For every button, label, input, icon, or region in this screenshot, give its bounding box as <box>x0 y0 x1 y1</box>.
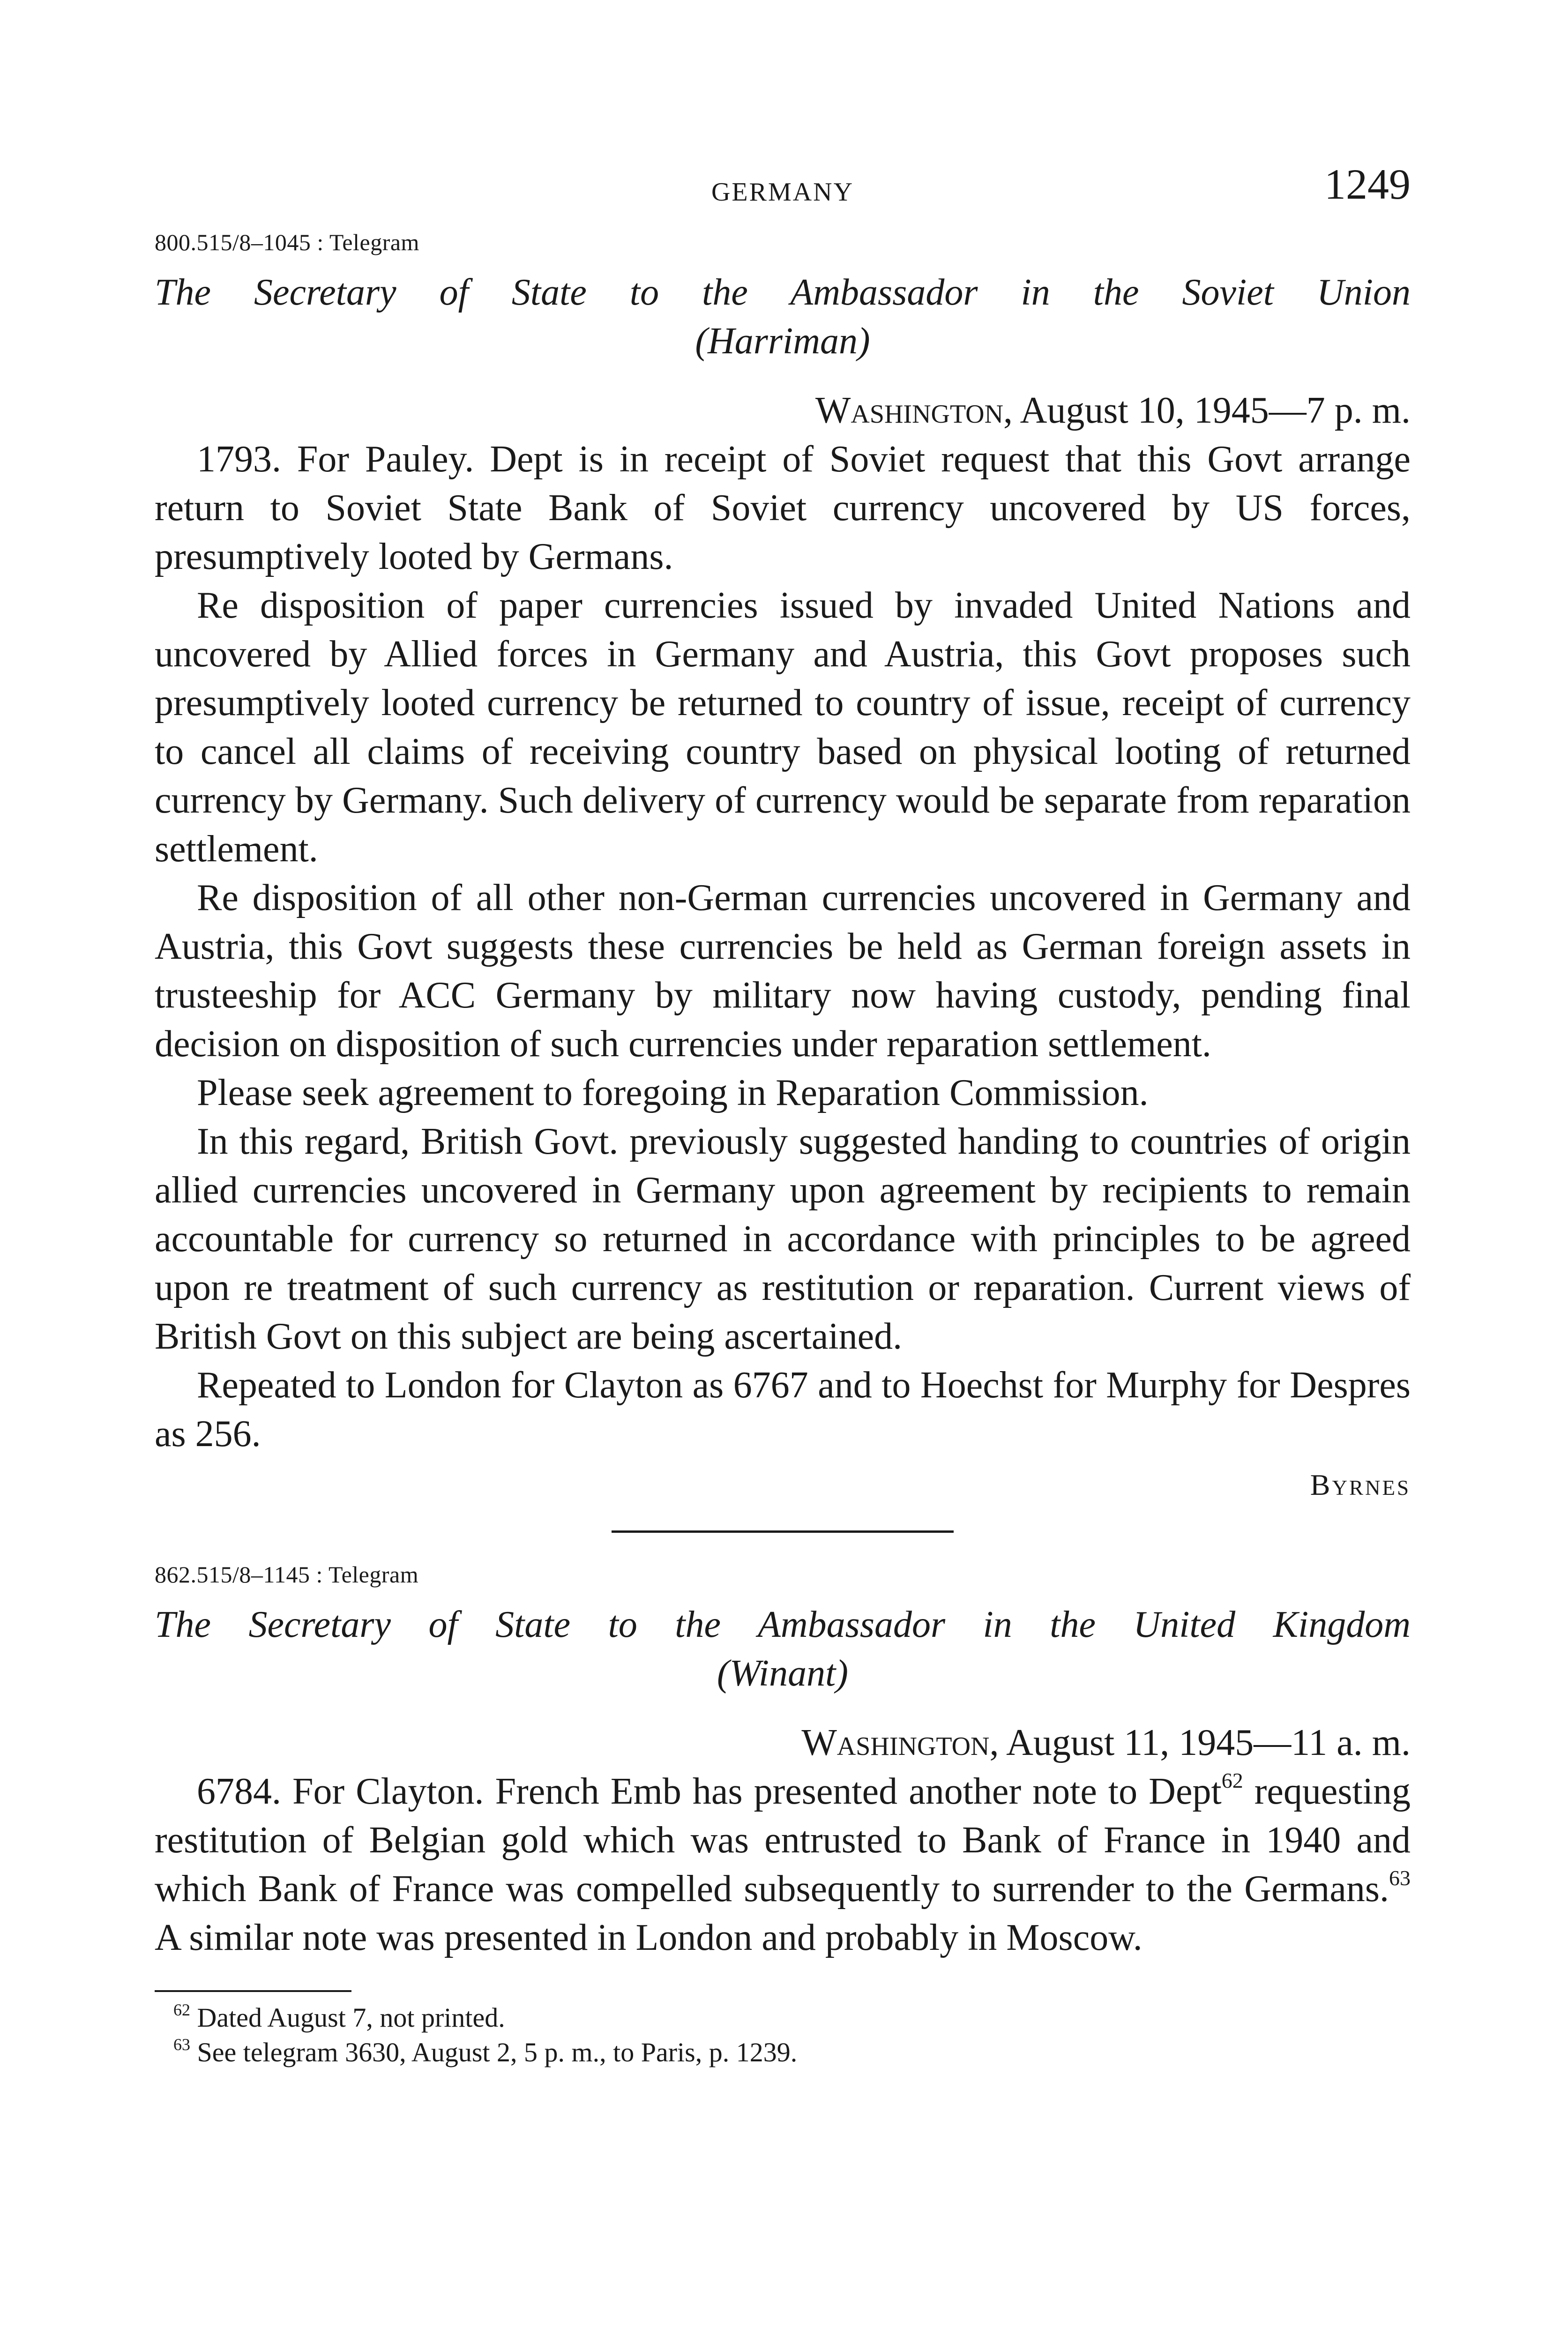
running-title: GERMANY <box>711 178 854 207</box>
heading-recipient: (Harriman) <box>695 321 870 362</box>
paragraph-text: requesting restitution of Belgian gold which was entrusted to Bank of France in 1940 and which Bank of France was compelled subsequently to surrender to the Germans. <box>155 1771 1411 1910</box>
section-separator <box>612 1530 954 1533</box>
footnote-mark: 62 <box>173 2000 190 2019</box>
footnote-reference[interactable]: 62 <box>1221 1768 1243 1792</box>
signature: Byrnes <box>1310 1468 1411 1501</box>
dateline <box>155 1718 1411 1767</box>
file-reference: 800.515/8–1045 : Telegram <box>155 229 419 255</box>
page-number: 1249 <box>1324 160 1411 208</box>
telegram-1 <box>155 229 1411 1502</box>
paragraph <box>155 1767 1411 1962</box>
paragraph: Re disposition of all other non-German currencies uncovered in Germany and Austria, this Govt suggests these currencies be held as German foreign assets in trusteeship for ACC Germany by military now having custody, pending final decision on disposition of such currencies under reparation settlement. <box>155 877 1411 1065</box>
document-heading <box>155 268 1411 366</box>
telegram-body <box>155 1767 1411 1962</box>
dateline-place: Washington, <box>801 1722 999 1763</box>
dateline-place: Washington, <box>815 390 1013 431</box>
footnotes <box>155 2000 1411 2070</box>
paragraph-text: 6784. For Clayton. French Emb has presented another note to Dept <box>197 1771 1222 1812</box>
footnote-mark: 63 <box>173 2035 190 2054</box>
paragraph: Repeated to London for Clayton as 6767 and to Hoechst for Murphy for Despres as 256. <box>155 1365 1411 1455</box>
dateline-date: August 10, 1945—7 p. m. <box>1013 390 1411 431</box>
paragraph: 1793. For Pauley. Dept is in receipt of Soviet request that this Govt arrange return to Soviet State Bank of Soviet currency uncovered by US forces, presumptively looted by Germans. <box>155 439 1411 577</box>
paragraph: In this regard, British Govt. previously suggested handing to countries of origin allied currencies uncovered in Germany upon agreement by recipients to remain accountable for currency so returned in accordance with principles to be agreed upon re treatment of such currency as restitution or reparation. Current views of British Govt on this subject are being ascertained. <box>155 1121 1411 1357</box>
footnote-text: Dated August 7, not printed. <box>190 2002 505 2033</box>
document-page <box>155 159 1411 2070</box>
heading-title: The Secretary of State to the Ambassador in the United Kingdom <box>155 1604 1411 1645</box>
telegram-2 <box>155 1561 1411 1962</box>
telegram-body <box>155 435 1411 1458</box>
heading-recipient: (Winant) <box>717 1653 848 1694</box>
dateline <box>155 386 1411 435</box>
heading-title: The Secretary of State to the Ambassador in the Soviet Union <box>155 272 1411 313</box>
paragraph: Re disposition of paper currencies issued by invaded United Nations and uncovered by Allied forces in Germany and Austria, this Govt proposes such presumptively looted currency be returned to country of issue, receipt of currency to cancel all claims of receiving country based on physical looting of returned currency by Germany. Such delivery of currency would be separate from reparation settlement. <box>155 585 1411 870</box>
document-heading <box>155 1600 1411 1698</box>
footnote-text: See telegram 3630, August 2, 5 p. m., to Paris, p. 1239. <box>190 2037 798 2067</box>
footnote <box>155 2000 1411 2035</box>
footnote-reference[interactable]: 63 <box>1389 1866 1411 1890</box>
footnote-rule <box>155 1990 351 1992</box>
dateline-date: August 11, 1945—11 a. m. <box>999 1722 1411 1763</box>
footnote <box>155 2035 1411 2070</box>
file-reference: 862.515/8–1145 : Telegram <box>155 1561 419 1588</box>
paragraph-text: A similar note was presented in London and probably in Moscow. <box>155 1917 1142 1958</box>
running-head <box>155 159 1411 211</box>
paragraph: Please seek agreement to foregoing in Reparation Commission. <box>197 1072 1149 1113</box>
